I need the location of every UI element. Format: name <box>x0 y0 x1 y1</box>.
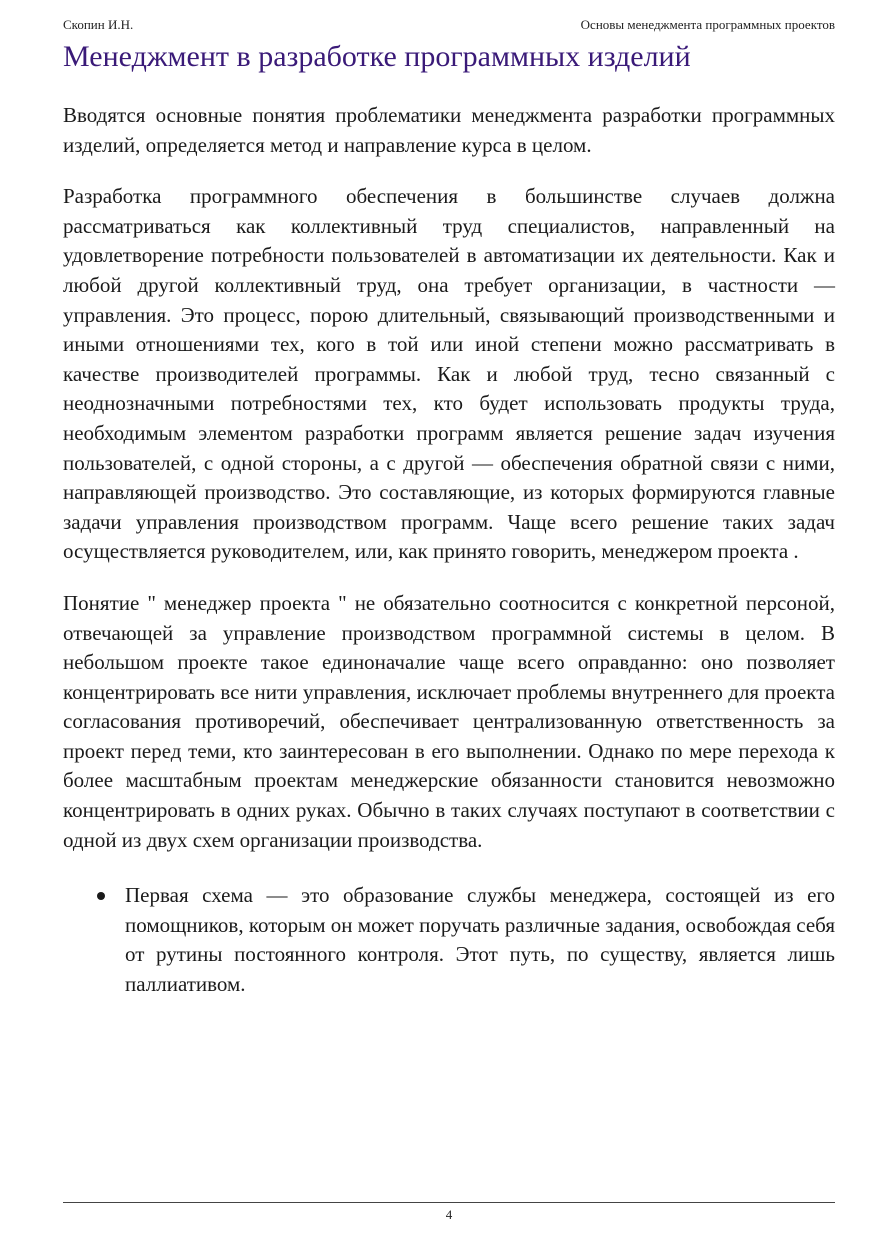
chapter-title: Менеджмент в разработке программных изделий <box>63 40 691 73</box>
paragraph-intro: Вводятся основные понятия проблематики менеджмента разработки программных изделий, определяется метод и направление курса в целом. <box>63 103 835 157</box>
running-header <box>63 16 835 34</box>
footer-divider <box>63 1202 835 1203</box>
list-item <box>63 881 835 999</box>
body-text <box>63 101 835 1000</box>
paragraph-development: Разработка программного обеспечения в большинстве случаев должна рассматриваться как коллективный труд специалистов, направленный на удовлетворение потребности пользователей в автоматизации их деятельности. Как и любой другой коллективный труд, она требует организации, в частности — управления. Это процесс, порою длительный, связывающий производственными и иными отношениями тех, кого в той или иной степени можно рассматривать в качестве производителей программы. Как и любой труд, тесно связанный с неоднозначными потребностями тех, кто будет использовать продукты труда, необходимым элементом разработки программ является решение задач изучения пользователей, с одной стороны, а с другой — обеспечения обратной связи с ними, направляющей производство. Это составляющие, из которых формируются главные задачи управления производством программ. Чаще всего решение таких задач осуществляется руководителем, или, как принято говорить, менеджером проекта . <box>63 184 835 564</box>
header-author: Скопин И.Н. <box>63 17 134 32</box>
paragraph-project-manager: Понятие " менеджер проекта " не обязательно соотносится с конкретной персоной, отвечающей за управление производством программной системы в целом. В небольшом проекте такое единоначалие чаще всего оправданно: оно позволяет концентрировать все нити управления, исключает проблемы внутреннего для проекта согласования противоречий, обеспечивает централизованную ответственность за проект перед теми, кто заинтересован в его выполнении. Однако по мере перехода к более масштабным проектам менеджерские обязанности становится невозможно концентрировать в одних руках. Обычно в таких случаях поступают в соответствии с одной из двух схем организации производства. <box>63 590 835 852</box>
header-course-title: Основы менеджмента программных проектов <box>580 17 835 32</box>
bullet-icon <box>97 892 105 900</box>
list-item-text: Первая схема — это образование службы менеджера, состоящей из его помощников, которым он может поручать различные задания, освобождая себя от рутины постоянного контроля. Этот путь, по существу, является лишь паллиативом. <box>125 883 835 997</box>
document-page <box>63 0 835 1241</box>
bullet-list <box>63 881 835 999</box>
page-number: 4 <box>445 1207 453 1222</box>
